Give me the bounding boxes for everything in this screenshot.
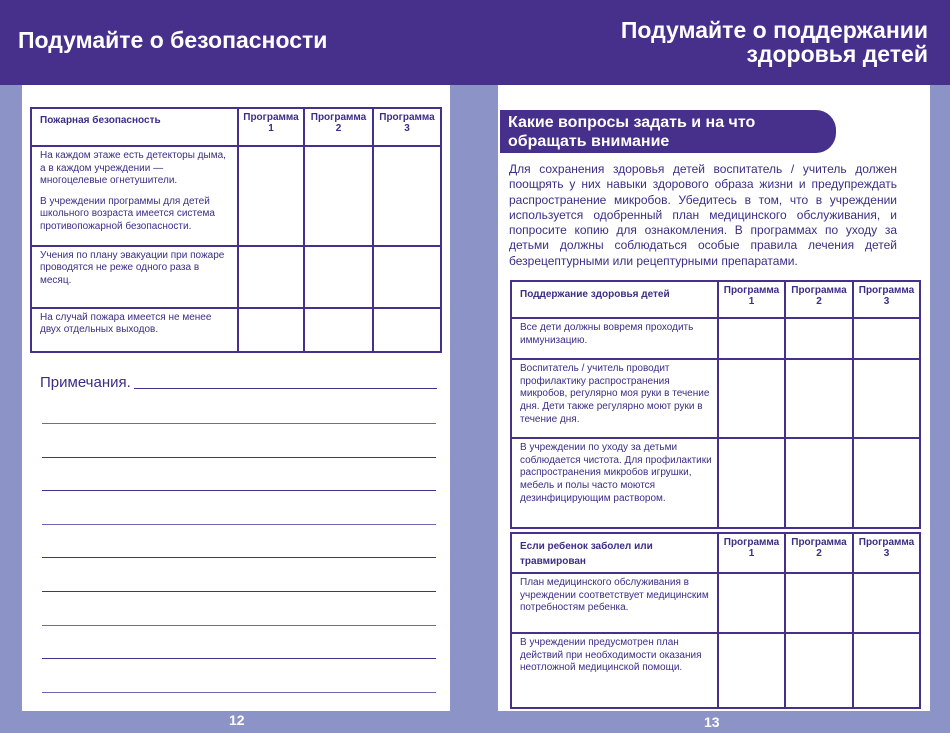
intro-paragraph: Для сохранения здоровья детей воспитатель / учитель должен поощрять у них навыки здорового образа жизни и предупреждать распространение микробов. Убедитесь в том, что в учреждении используется одобренный план медицинского обслуживания, и попросите копию для ознакомления. В программах по уходу за детьми должны соблюдаться особые правила лечения детей безрецептурными или рецептурными препаратами. (509, 162, 897, 268)
program-1-cell[interactable] (238, 308, 304, 352)
program-3-cell[interactable] (373, 146, 441, 246)
program-3-cell[interactable] (853, 359, 920, 438)
note-line[interactable] (134, 388, 437, 389)
table-header: Если ребенок заболел или травмирован (511, 533, 718, 573)
row-text: На случай пожара имеется не менее двух отдельных выходов. (40, 311, 212, 336)
program-1-header: Программа 1 (718, 281, 785, 318)
health-table (510, 280, 921, 529)
table-row (511, 438, 920, 528)
note-line[interactable] (42, 625, 436, 626)
table-row (31, 246, 441, 308)
program-1-cell[interactable] (238, 146, 304, 246)
program-1-header: Программа 1 (238, 108, 304, 146)
note-line[interactable] (42, 692, 436, 693)
program-3-header: Программа 3 (853, 281, 920, 318)
note-line[interactable] (42, 423, 436, 424)
program-1-header: Программа 1 (718, 533, 785, 573)
row-text: На каждом этаже есть детекторы дыма, а в каждом учреждении — многоцелевые огнетушители. (40, 150, 226, 187)
program-2-header: Программа 2 (304, 108, 373, 146)
table-row (511, 359, 920, 438)
row-text: Все дети должны вовремя проходить иммунизацию. (520, 322, 694, 346)
center-gutter-band (450, 85, 498, 733)
note-line[interactable] (42, 524, 436, 525)
program-2-header: Программа 2 (785, 281, 853, 318)
table-header: Пожарная безопасность (31, 108, 238, 146)
table-row (511, 633, 920, 708)
row-text: Учения по плану эвакуации при пожаре проводятся не реже одного раза в месяц. (40, 249, 225, 286)
program-3-header: Программа 3 (373, 108, 441, 146)
program-2-cell[interactable] (304, 246, 373, 308)
program-3-cell[interactable] (853, 318, 920, 359)
program-3-cell[interactable] (373, 308, 441, 352)
illness-table (510, 532, 921, 709)
row-text: В учреждении по уходу за детьми соблюдается чистота. Для профилактики распространения микробов игрушки, мебель и полы часто моются дезинфицирующим раствором. (520, 442, 712, 504)
right-page-number: 13 (704, 714, 720, 730)
note-line[interactable] (42, 557, 436, 558)
program-3-cell[interactable] (853, 438, 920, 528)
table-row (511, 318, 920, 359)
header-band (0, 0, 950, 85)
note-line[interactable] (42, 591, 436, 592)
right-page-title: Подумайте о поддержании здоровья детей (620, 17, 928, 67)
program-1-cell[interactable] (718, 438, 785, 528)
row-text: Воспитатель / учитель проводит профилактику распространения микробов, регулярно моя руки в течение дня. Дети также регулярно моют руки в течение дня. (520, 363, 710, 425)
row-text: В учреждении программы для детей школьного возраста имеется система противопожарной безопасности. (40, 195, 215, 232)
program-1-cell[interactable] (718, 318, 785, 359)
program-2-cell[interactable] (304, 146, 373, 246)
program-1-cell[interactable] (238, 246, 304, 308)
program-3-header: Программа 3 (853, 533, 920, 573)
bottom-band (0, 711, 950, 733)
note-line[interactable] (42, 457, 436, 458)
program-3-cell[interactable] (853, 573, 920, 633)
table-row (31, 146, 441, 246)
table-row (31, 308, 441, 352)
section-heading: Какие вопросы задать и на что обращать внимание (508, 114, 756, 150)
notes-label: Примечания. (40, 374, 131, 391)
program-2-cell[interactable] (785, 359, 853, 438)
left-page-number: 12 (229, 712, 245, 728)
fire-safety-table (30, 107, 442, 353)
note-line[interactable] (42, 658, 436, 659)
program-1-cell[interactable] (718, 359, 785, 438)
row-text: План медицинского обслуживания в учреждении соответствует медицинским потребностям ребенка. (520, 577, 709, 614)
program-3-cell[interactable] (373, 246, 441, 308)
program-2-cell[interactable] (785, 573, 853, 633)
note-line[interactable] (42, 490, 436, 491)
program-2-cell[interactable] (304, 308, 373, 352)
left-page-title: Подумайте о безопасности (18, 27, 328, 53)
right-margin-band (930, 85, 950, 733)
table-row (511, 573, 920, 633)
program-2-cell[interactable] (785, 633, 853, 708)
left-margin-band (0, 85, 22, 733)
program-2-header: Программа 2 (785, 533, 853, 573)
program-1-cell[interactable] (718, 633, 785, 708)
program-2-cell[interactable] (785, 438, 853, 528)
program-2-cell[interactable] (785, 318, 853, 359)
table-header: Поддержание здоровья детей (511, 281, 718, 318)
program-1-cell[interactable] (718, 573, 785, 633)
section-heading-bar (500, 110, 836, 153)
program-3-cell[interactable] (853, 633, 920, 708)
row-text: В учреждении предусмотрен план действий при необходимости оказания неотложной медицинской помощи. (520, 637, 702, 674)
